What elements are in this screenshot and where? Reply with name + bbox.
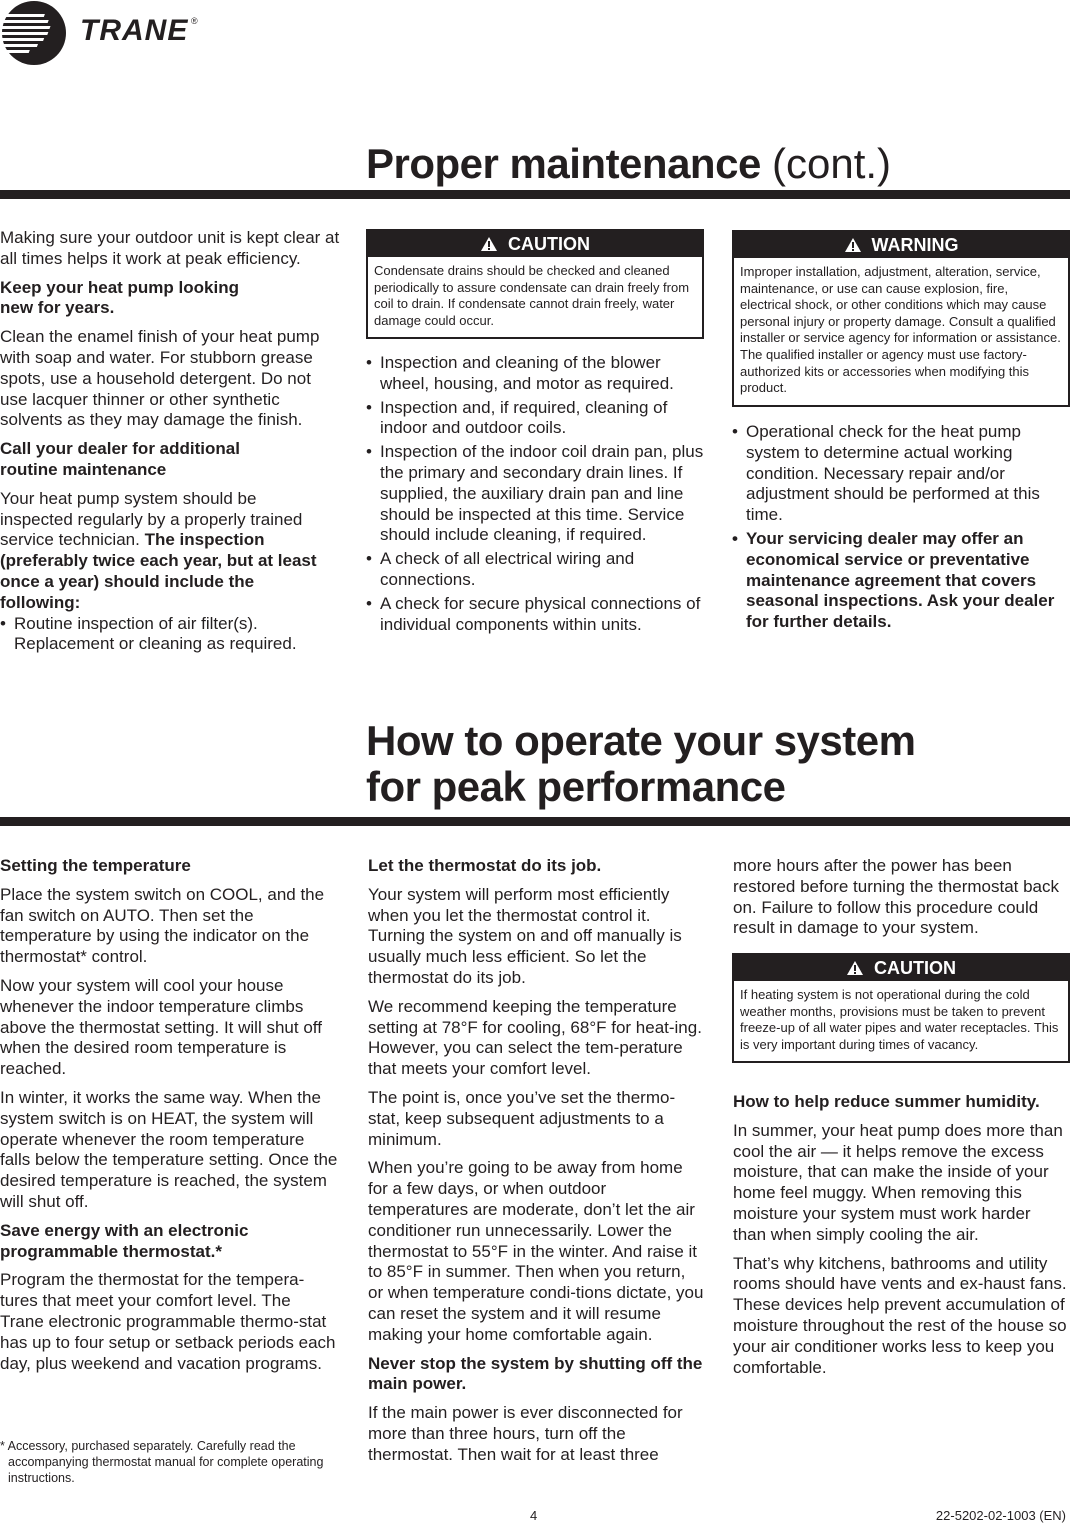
document-code: 22-5202-02-1003 (EN) <box>935 1508 1066 1523</box>
inspection-paragraph: Your heat pump system should be inspected regularly by a properly trained service technician. The inspection (preferably twice each year, but at least once a year) should include the following: <box>0 488 317 612</box>
subheading: Let the thermostat do its job. <box>368 856 602 875</box>
subheading: Setting the temperature <box>0 856 191 875</box>
section-title-maintenance: Proper maintenance (cont.) <box>366 140 892 187</box>
maintenance-middle-column <box>366 353 706 638</box>
paragraph: In summer, your heat pump does more than cool the air — it helps remove the excess moisture, that can make the inside of your home feel muggy. When removing this moisture your system must work harder than when simply cooling the air. <box>733 1120 1063 1244</box>
caution-header: CAUTION <box>368 231 702 257</box>
subheading: How to help reduce summer humidity. <box>733 1092 1040 1111</box>
paragraph: Place the system switch on COOL, and the fan switch on AUTO. Then set the temperature by using the indicator on the thermostat* control. <box>0 884 325 967</box>
registered-mark: ® <box>191 16 198 26</box>
intro-paragraph: Making sure your outdoor unit is kept clear at all times helps it work at peak efficiency. <box>0 228 340 268</box>
warning-box <box>732 230 1070 407</box>
list-item: • Inspection of the indoor coil drain pan, plus the primary and secondary drain lines. If supplied, the auxiliary drain pan and line should be inspected at this time. Service should include cleaning, if required. <box>366 442 706 546</box>
maintenance-left-column <box>0 228 340 658</box>
paragraph: In winter, it works the same way. When the system switch is on HEAT, the system will operate whenever the room temperature falls below the temperature setting. Once the desired temperature is reached, the system will shut off. <box>0 1087 338 1211</box>
list-item: • Inspection and cleaning of the blower wheel, housing, and motor as required. <box>366 353 706 395</box>
paragraph: more hours after the power has been restored before turning the thermostat back on. Failure to follow this procedure could result in damage to your system. <box>733 856 1060 938</box>
bullet-list <box>366 353 706 635</box>
operate-column-1 <box>0 856 338 1374</box>
warning-header: WARNING <box>734 232 1068 258</box>
list-item: • A check of all electrical wiring and connections. <box>366 549 706 591</box>
operate-column-2 <box>368 856 704 1466</box>
paragraph: The point is, once you’ve set the thermo-stat, keep subsequent adjustments to a minimum. <box>368 1087 676 1149</box>
paragraph: Now your system will cool your house whenever the indoor temperature climbs above the thermostat setting. It will shut off when the desired room temperature is reached. <box>0 975 322 1079</box>
footnote: * Accessory, purchased separately. Carefully read the accompanying thermostat manual for complete operating instructions. <box>0 1439 324 1485</box>
caution-text: Condensate drains should be checked and cleaned periodically to assure condensate can drain freely from coil to drain. If condensate cannot drain freely, water damage could occur. <box>374 263 690 328</box>
page-number: 4 <box>530 1508 538 1523</box>
warning-triangle-icon <box>480 236 498 252</box>
maintenance-right-column <box>732 422 1066 636</box>
operate-column-3-lower <box>733 1092 1067 1378</box>
caution-box <box>732 953 1070 1063</box>
paragraph: That’s why kitchens, bathrooms and utility rooms should have vents and ex-haust fans. These devices help prevent accumulation of moisture throughout the rest of the house so your air conditioner works less to keep you comfortable. <box>733 1253 1067 1377</box>
caution-header: CAUTION <box>734 955 1068 981</box>
list-item: • A check for secure physical connections of individual components within units. <box>366 594 706 636</box>
list-item-highlight: • Your servicing dealer may offer an economical service or preventative maintenance agreement that covers seasonal inspections. Ask your dealer for further details. <box>732 529 1066 633</box>
subheading: Keep your heat pump looking new for years. <box>0 277 239 318</box>
operate-column-3 <box>733 856 1067 939</box>
subheading: Never stop the system by shutting off the main power. <box>368 1353 703 1394</box>
trane-circle-logo-icon <box>0 0 68 66</box>
subheading: Call your dealer for additional routine maintenance <box>0 439 240 479</box>
paragraph: Program the thermostat for the tempera-tures that meet your comfort level. The Trane electronic programmable thermo-stat has up to four setup or setback periods each day, plus weekend and vacation programs. <box>0 1270 336 1373</box>
paragraph: When you’re going to be away from home for a few days, or when outdoor temperatures are moderate, don’t let the air conditioner run unnecessarily. Lower the thermostat to 55°F in the winter. And raise it to 85°F in summer. Then when you return, or when temperature condi-tions dictate, you can reset the system and it will resume making your home comfortable again. <box>368 1158 704 1344</box>
paragraph: We recommend keeping the temperature setting at 78°F for cooling, 68°F for heat-ing. However, you can select the tem-perature that meets your comfort level. <box>368 996 702 1079</box>
section-title-operate: How to operate your system for peak performance <box>366 717 916 810</box>
list-item: • Operational check for the heat pump system to determine actual working condition. Necessary repair and/or adjustment should be performed at this time. <box>732 422 1046 526</box>
brand-wordmark: TRANE <box>80 14 189 47</box>
list-item: • Inspection and, if required, cleaning of indoor and outdoor coils. <box>366 398 706 440</box>
paragraph: Your system will perform most efficiently when you let the thermostat control it. Turning the system on and off manually is usually much less efficient. So let the thermostat do its job. <box>368 884 682 987</box>
paragraph: Clean the enamel finish of your heat pump with soap and water. For stubborn grease spots, use a household detergent. Do not use lacquer thinner or other synthetic solvents as they may damage the finish. <box>0 327 320 430</box>
caution-text: If heating system is not operational during the cold weather months, provisions must be taken to prevent freeze-up of all water pipes and water receptacles. This is very important during times of vacancy. <box>740 987 1059 1052</box>
warning-triangle-icon <box>844 237 862 253</box>
section-rule <box>0 817 1070 826</box>
paragraph: If the main power is ever disconnected for more than three hours, turn off the thermostat. Then wait for at least three <box>368 1403 683 1464</box>
bullet-list <box>732 422 1066 633</box>
list-item: • Routine inspection of air filter(s). Replacement or cleaning as required. <box>0 614 324 656</box>
caution-box <box>366 229 704 339</box>
warning-triangle-icon <box>846 960 864 976</box>
bullet-list <box>0 614 340 656</box>
subheading: Save energy with an electronic programmable thermostat.* <box>0 1220 249 1261</box>
section-rule <box>0 190 1070 199</box>
warning-text: Improper installation, adjustment, alteration, service, maintenance, or use can cause explosion, fire, electrical shock, or other conditions which may cause personal injury or property damage. Consult a qualified installer or service agency for information or assistance. The qualified installer or agency must use factory-authorized kits or accessories when modifying this product. <box>740 264 1061 396</box>
brand-logo <box>0 0 220 66</box>
